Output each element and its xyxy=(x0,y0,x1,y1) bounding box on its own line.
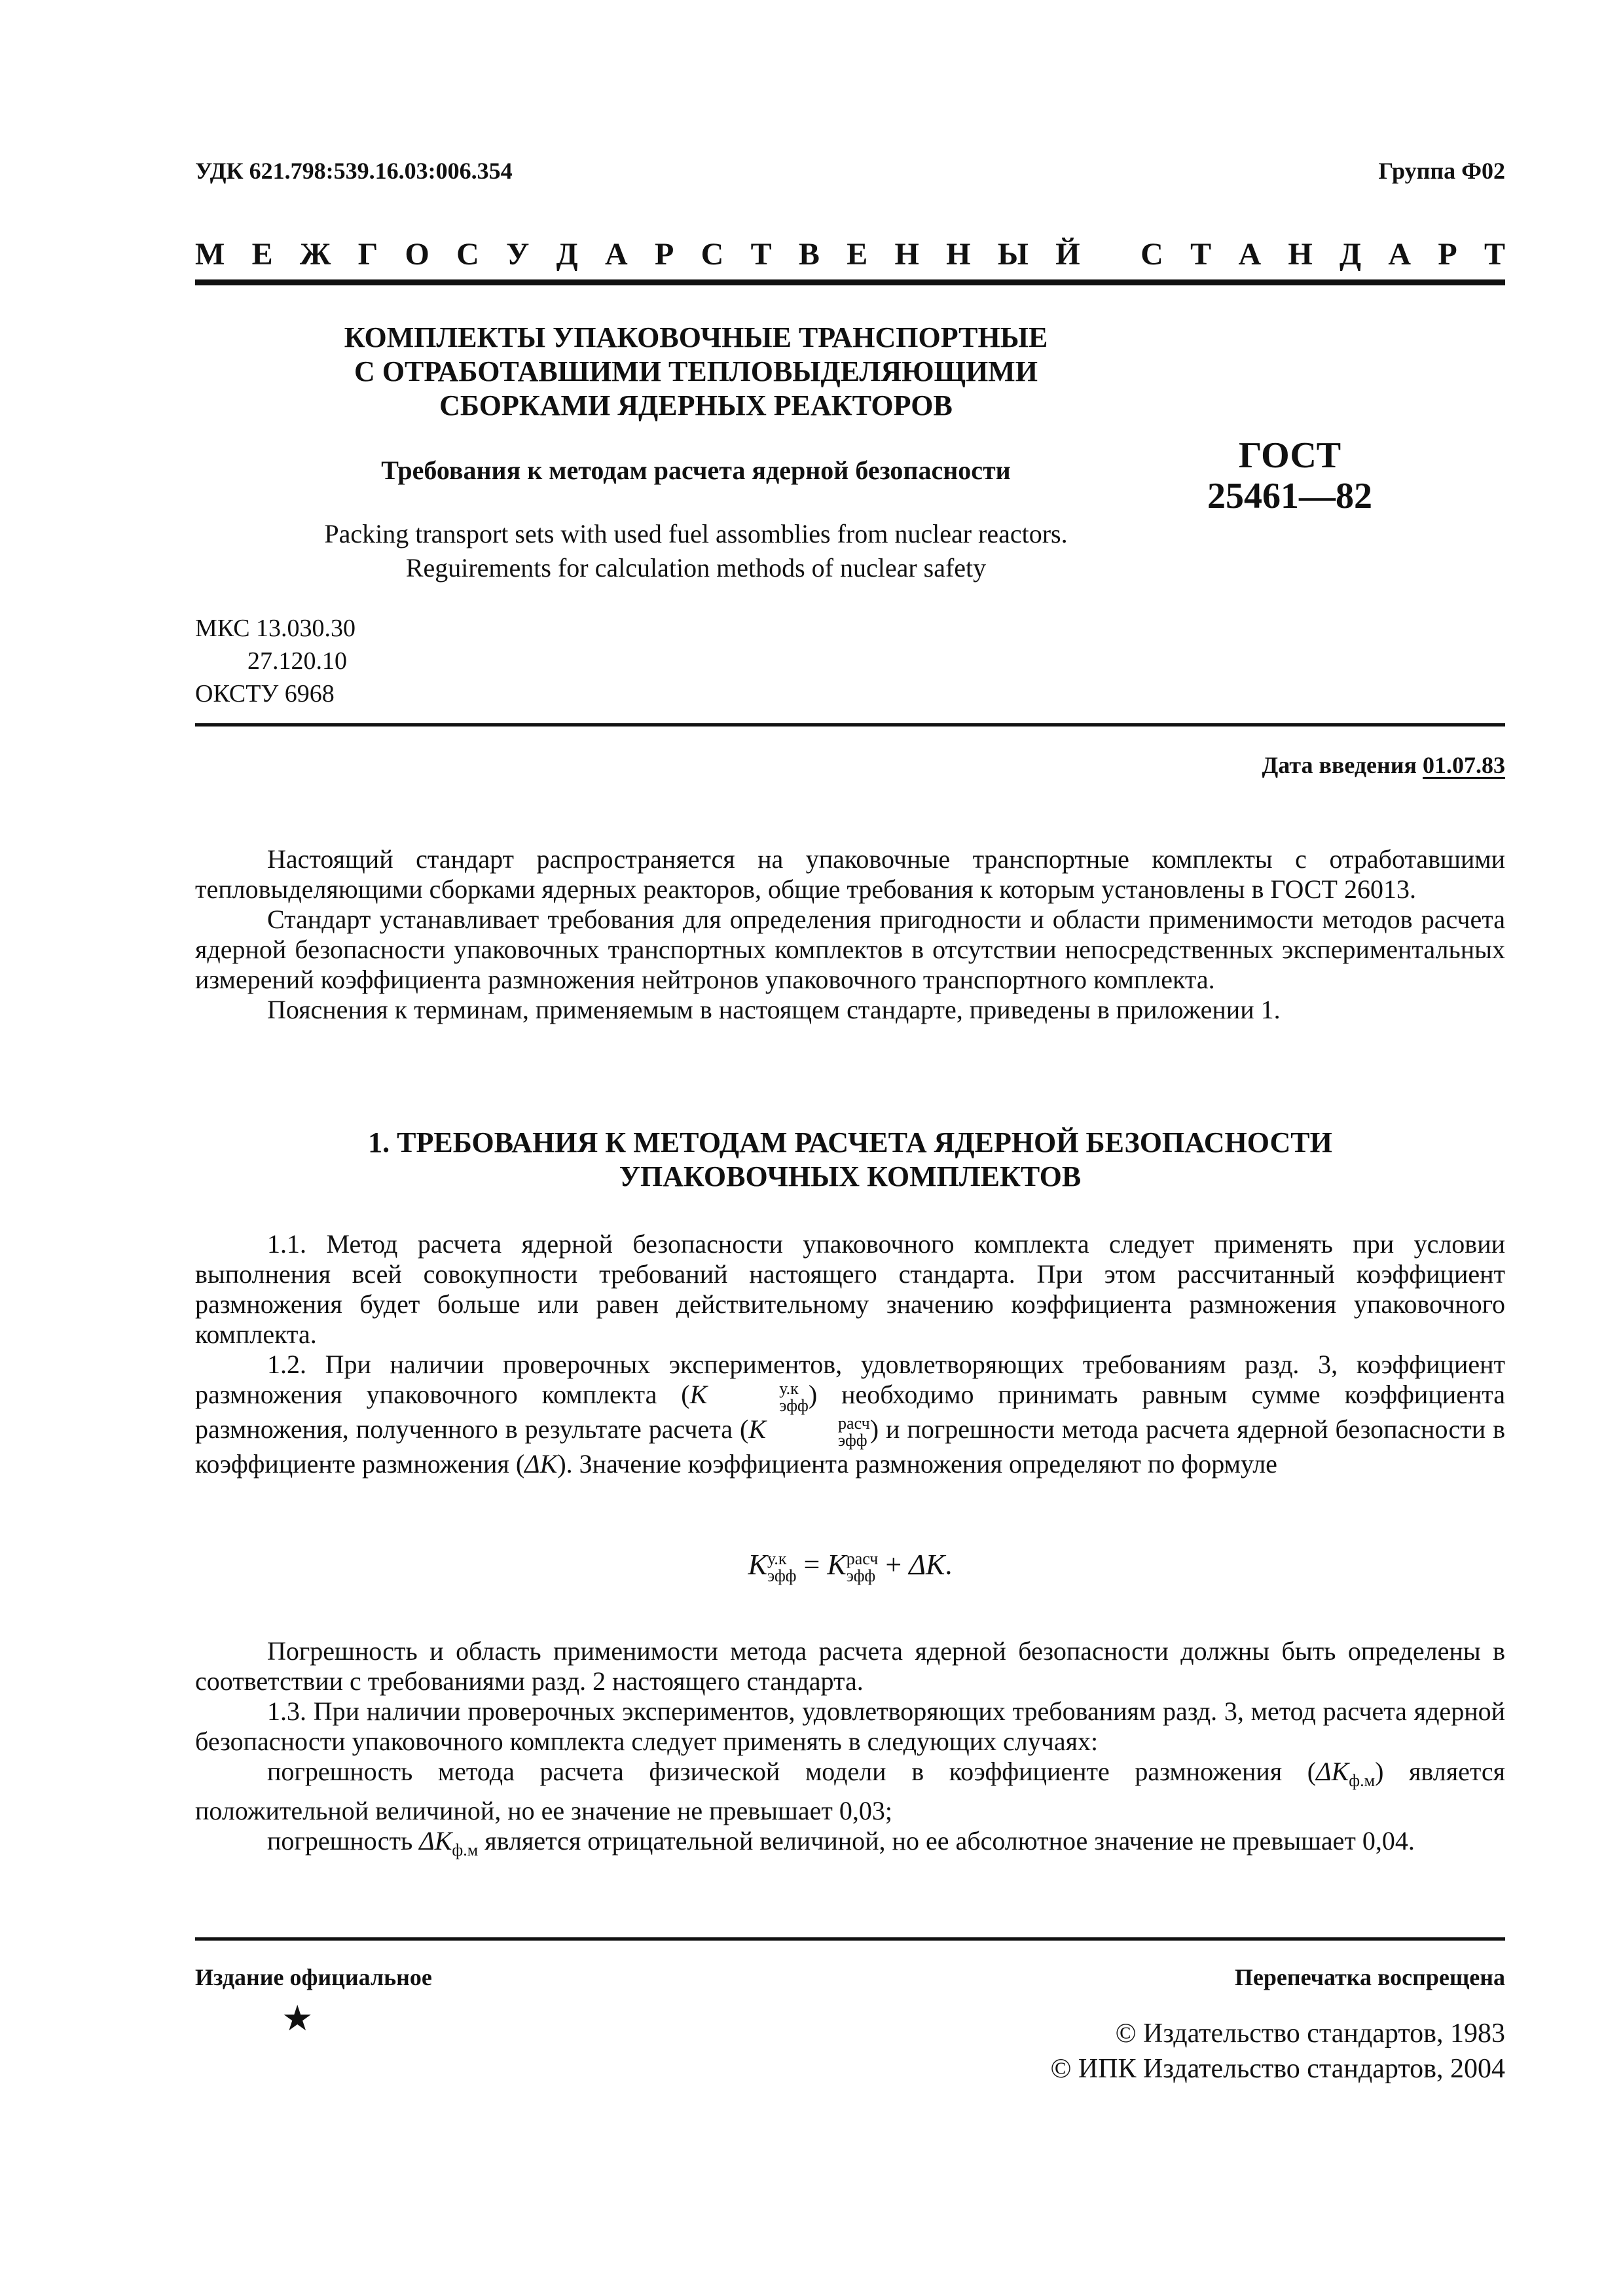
udk-code: УДК 621.798:539.16.03:006.354 xyxy=(195,158,513,184)
date-label: Дата введения xyxy=(1262,752,1417,778)
banner-letter: Н xyxy=(946,236,971,272)
footer-rule xyxy=(195,1937,1505,1941)
subscript: эфф xyxy=(767,1566,797,1585)
clause-text: 1.2. При наличии проверочных экспериментов, удовлетворяющих требованиям разд. 3, коэффициент размножения упаковочного комплекта ( xyxy=(195,1350,1505,1409)
banner-letter: А xyxy=(605,236,628,272)
banner-letter: Н xyxy=(1288,236,1313,272)
intro-paragraph: Настоящий стандарт распространяется на упаковочные транспортные комплекты с отработавшими тепловыделяющими сборками ядерных реакторов, общие требования к которым установлены в ГОСТ 26013. xyxy=(195,844,1505,904)
star-icon: ★ xyxy=(282,1999,314,2038)
clause-text: погрешность xyxy=(267,1826,420,1856)
copyright xyxy=(1050,2016,1505,2087)
banner-letter: Р xyxy=(1438,236,1457,272)
english-title xyxy=(195,517,1197,585)
official-edition: Издание официальное xyxy=(195,1964,432,1990)
plus: + xyxy=(878,1549,909,1581)
banner-letter: М xyxy=(195,236,225,272)
gost-label: ГОСТ xyxy=(1238,435,1341,476)
banner-letter: Е xyxy=(847,236,868,272)
banner-letter: С xyxy=(456,236,479,272)
clause-text: ) и погрешности метода расчета ядерной безопасности в коэффициенте размножения ( xyxy=(195,1414,1505,1479)
superscript: расч xyxy=(838,1413,870,1433)
clause-text: ) необходимо принимать равным сумме коэффициента размножения, полученного в результате расчета ( xyxy=(195,1380,1505,1444)
gost-designation xyxy=(1192,435,1388,516)
delta-k: ΔK xyxy=(419,1826,452,1856)
banner-letter: Т xyxy=(1484,236,1505,272)
section-1-continued xyxy=(195,1636,1505,1865)
intro-paragraph: Стандарт устанавливает требования для определения пригодности и области применимости методов расчета ядерной безопасности упаковочных транспортных комплектов в отсутствии непосредственных экспериментальных измерений коэффициента размножения нейтронов упаковочного транспортного комплекта. xyxy=(195,905,1505,994)
banner-letter: Г xyxy=(357,236,378,272)
banner-letter: Е xyxy=(251,236,273,272)
banner-letter: Т xyxy=(750,236,772,272)
clause-1-2 xyxy=(195,1350,1505,1479)
section-heading xyxy=(195,1126,1505,1194)
clause-1-3: 1.3. При наличии проверочных экспериментов, удовлетворяющих требованиям разд. 3, метод расчета ядерной безопасности упаковочного комплекта следует применять в следующих случаях: xyxy=(195,1696,1505,1756)
clause-1-3-case-a xyxy=(195,1757,1505,1826)
banner-letter: С xyxy=(1140,236,1163,272)
superscript: у.к xyxy=(779,1378,799,1398)
classification-codes xyxy=(195,612,356,710)
symbol-k: K xyxy=(689,1380,708,1409)
clause-text: ) является положительной величиной, но ее значение не превышает 0,03; xyxy=(195,1757,1505,1825)
date-value: 01.07.83 xyxy=(1423,752,1505,778)
banner-letter: О xyxy=(405,236,429,272)
k-indices xyxy=(707,1380,809,1414)
clause-1-3-case-b xyxy=(195,1826,1505,1865)
section-1-body xyxy=(195,1229,1505,1479)
clause-1-2-after: Погрешность и область применимости метода расчета ядерной безопасности должны быть определены в соответствии с требованиями разд. 2 настоящего стандарта. xyxy=(195,1636,1505,1696)
banner-letter: С xyxy=(701,236,724,272)
banner-letter: Н xyxy=(894,236,919,272)
clause-text: ). Значение коэффициента размножения определяют по формуле xyxy=(557,1448,1277,1479)
period: . xyxy=(945,1549,953,1581)
delta-k: ΔK xyxy=(909,1549,945,1581)
k-indices xyxy=(847,1551,879,1585)
interstate-standard-banner xyxy=(195,234,1505,274)
banner-letter: Д xyxy=(556,236,578,272)
banner-letter: В xyxy=(798,236,820,272)
subscript: эфф xyxy=(846,1566,876,1585)
k-indices xyxy=(767,1551,797,1585)
banner-letter: Р xyxy=(654,236,674,272)
section-heading-line: 1. ТРЕБОВАНИЯ К МЕТОДАМ РАСЧЕТА ЯДЕРНОЙ БЕЗОПАСНОСТИ xyxy=(368,1126,1332,1158)
banner-letter: А xyxy=(1238,236,1262,272)
reprint-prohibited: Перепечатка воспрещена xyxy=(1234,1964,1505,1990)
mks-code: МКС 13.030.30 xyxy=(195,615,356,642)
symbol-k: K xyxy=(748,1549,767,1581)
introduction xyxy=(195,844,1505,1025)
banner-letter: Ж xyxy=(299,236,331,272)
formula xyxy=(195,1548,1505,1585)
banner-letter: Д xyxy=(1340,236,1362,272)
subscript: эфф xyxy=(838,1430,867,1450)
banner-letter: Й xyxy=(1055,236,1080,272)
equals: = xyxy=(796,1549,828,1581)
symbol-k: K xyxy=(748,1414,767,1444)
section-heading-line: УПАКОВОЧНЫХ КОМПЛЕКТОВ xyxy=(619,1160,1082,1193)
superscript: у.к xyxy=(767,1549,787,1568)
clause-1-1: 1.1. Метод расчета ядерной безопасности упаковочного комплекта следует применять при условии выполнения всей совокупности требований настоящего стандарта. При этом рассчитанный коэффициент размножения будет больше или равен действительному значению коэффициента размножения упаковочного комплекта. xyxy=(195,1229,1505,1349)
superscript: расч xyxy=(846,1549,879,1568)
k-indices xyxy=(766,1415,870,1449)
clause-text: погрешность метода расчета физической модели в коэффициенте размножения ( xyxy=(267,1757,1317,1786)
copyright-line: © ИПК Издательство стандартов, 2004 xyxy=(1050,2054,1505,2084)
effective-date xyxy=(1262,751,1506,779)
banner-letter: У xyxy=(506,236,530,272)
subscript: эфф xyxy=(779,1395,809,1415)
title-line: С ОТРАБОТАВШИМИ ТЕПЛОВЫДЕЛЯЮЩИМИ xyxy=(354,355,1038,387)
header-rule xyxy=(195,279,1505,285)
intro-paragraph: Пояснения к терминам, применяемым в настоящем стандарте, приведены в приложении 1. xyxy=(267,995,1281,1024)
banner-letter: Ы xyxy=(997,236,1029,272)
copyright-line: © Издательство стандартов, 1983 xyxy=(1115,2018,1505,2049)
banner-letter: Т xyxy=(1190,236,1212,272)
symbol-k: K xyxy=(827,1549,847,1581)
group-code: Группа Ф02 xyxy=(1378,158,1505,184)
delta-k: ΔK xyxy=(524,1448,558,1479)
document-title xyxy=(195,321,1197,423)
okstu-code: ОКСТУ 6968 xyxy=(195,680,335,708)
english-title-line: Reguirements for calculation methods of nuclear safety xyxy=(405,553,987,583)
document-subtitle: Требования к методам расчета ядерной безопасности xyxy=(381,456,1011,485)
title-line: СБОРКАМИ ЯДЕРНЫХ РЕАКТОРОВ xyxy=(439,389,953,422)
english-title-line: Packing transport sets with used fuel assomblies from nuclear reactors. xyxy=(324,519,1068,548)
delta-k: ΔK xyxy=(1316,1757,1349,1786)
title-line: КОМПЛЕКТЫ УПАКОВОЧНЫЕ ТРАНСПОРТНЫЕ xyxy=(344,321,1048,353)
gost-number: 25461—82 xyxy=(1207,476,1372,516)
subscript: ф.м xyxy=(452,1840,479,1859)
title-block-rule xyxy=(195,723,1505,726)
subscript: ф.м xyxy=(1349,1771,1376,1790)
banner-letter: А xyxy=(1388,236,1412,272)
mks-code-2: 27.120.10 xyxy=(247,647,347,675)
clause-text: является отрицательной величиной, но ее абсолютное значение не превышает 0,04. xyxy=(478,1826,1415,1856)
